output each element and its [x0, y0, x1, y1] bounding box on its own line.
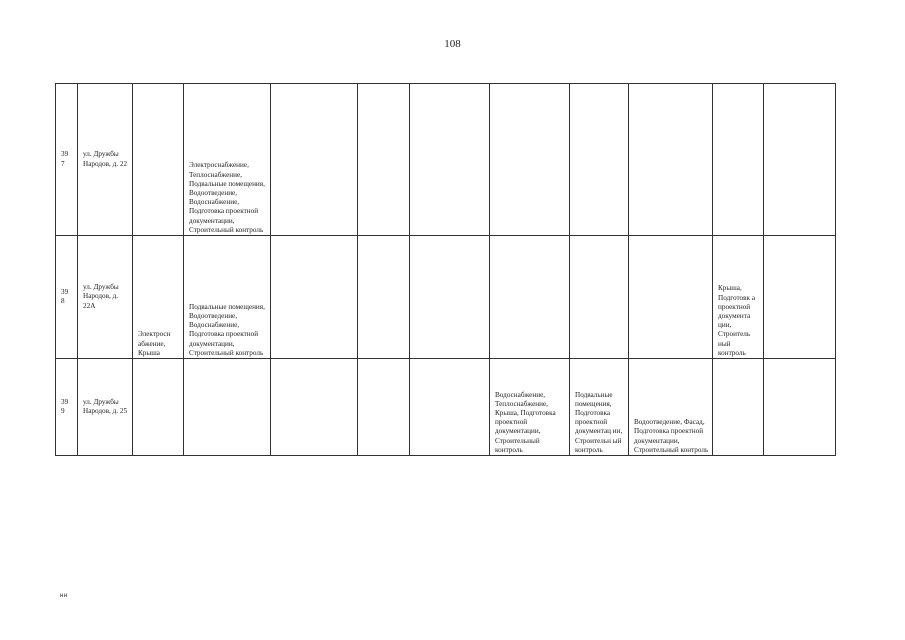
work-cell — [764, 84, 836, 236]
work-cell: Электроснабжение, Теплоснабжение, Подвальные помещения, Водоотведение, Водоснабжение, Подготовка проектной документации, Строительный контроль — [184, 84, 271, 236]
work-cell — [490, 84, 570, 236]
row-number: 39 7 — [56, 84, 78, 236]
work-cell: Водоснабжение, Теплоснабжение, Крыша, Подготовка проектной документации, Строительный контроль — [490, 359, 570, 456]
work-cell — [410, 84, 490, 236]
work-cell — [490, 236, 570, 359]
table-row — [56, 84, 836, 236]
repair-schedule-table — [55, 83, 836, 456]
page-number: 108 — [444, 38, 461, 50]
work-cell — [629, 84, 713, 236]
work-cell — [271, 236, 358, 359]
work-cell: Подвальные помещения, Водоотведение, Водоснабжение, Подготовка проектной документации, Строительный контроль — [184, 236, 271, 359]
work-cell: Подвальные помещения, Подготовка проектной документац ии, Строительн ый контроль — [570, 359, 629, 456]
work-cell — [570, 236, 629, 359]
row-number: 39 8 — [56, 236, 78, 359]
table-row — [56, 236, 836, 359]
work-cell — [570, 84, 629, 236]
work-cell — [764, 236, 836, 359]
work-cell — [713, 84, 764, 236]
work-cell: Крыша, Подготовк а проектной документа ции, Строитель ный контроль — [713, 236, 764, 359]
work-cell — [410, 359, 490, 456]
row-number: 39 9 — [56, 359, 78, 456]
footer-mark: нн — [60, 593, 68, 599]
address-cell: ул. Дружбы Народов, д. 25 — [78, 359, 133, 456]
work-cell — [358, 84, 410, 236]
work-cell — [713, 359, 764, 456]
work-cell — [271, 359, 358, 456]
table-row — [56, 359, 836, 456]
work-cell — [410, 236, 490, 359]
work-cell — [133, 359, 184, 456]
address-cell: ул. Дружбы Народов, д. 22А — [78, 236, 133, 359]
work-cell — [184, 359, 271, 456]
work-cell — [358, 236, 410, 359]
work-cell — [764, 359, 836, 456]
work-cell — [271, 84, 358, 236]
address-cell: ул. Дружбы Народов, д. 22 — [78, 84, 133, 236]
work-cell — [358, 359, 410, 456]
work-cell — [133, 84, 184, 236]
work-cell: Электросн абжение, Крыша — [133, 236, 184, 359]
work-cell: Водоотведение, Фасад, Подготовка проектной документации, Строительный контроль — [629, 359, 713, 456]
work-cell — [629, 236, 713, 359]
